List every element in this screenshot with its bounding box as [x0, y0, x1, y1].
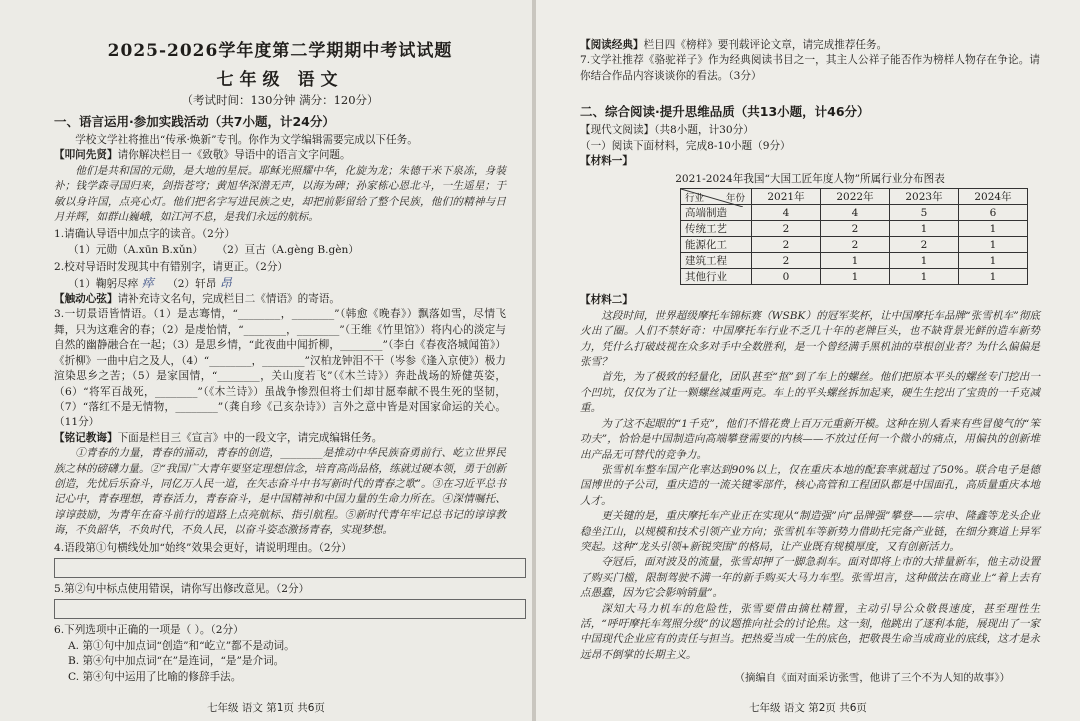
year-header: 2023年 [890, 189, 959, 205]
table-cell: 2 [890, 237, 959, 253]
column-tag-2-text: 请补充诗文名句，完成栏目二《情语》的寄语。 [117, 293, 341, 306]
question-7: 7.文学社推荐《骆驼祥子》作为经典阅读书目之一，其主人公祥子能否作为榜样人物存在争论。请你结合作品内容谈谈你的看法。（3分） [580, 54, 1040, 82]
question-2: 2.校对导语时发现其中有错别字，请更正。（2分） [54, 261, 289, 274]
source-citation: （摘编自《面对面采访张雪，他讲了三个不为人知的故事》） [734, 672, 1010, 685]
question-6-b: B. 第④句中加点词“在”是连词，“是”是介词。 [68, 655, 285, 668]
material-2-para-7: 深知大马力机车的危险性，张雪要借由摘杜精置，主动引导公众敬畏速度，甚至理性生活，“呼吁摩托车驾照分级”的议题推向社会的讨论焦。这一刻，他跳出了逐利本能，展现出了一家中国现代企业应有的责任与担当。把热爱当成一生的底色，把敬畏生命当成商业的底线，这才是永远昂不倒掌的长期主义。 [580, 602, 1040, 661]
subsection-modern-reading: 【现代文阅读】（共8小题，计30分） [580, 124, 754, 137]
table-cell: 4 [821, 205, 890, 221]
question-5: 5.第②句中标点使用错误，请你写出修改意见。（2分） [54, 582, 310, 595]
table-row [681, 237, 1028, 253]
handwritten-answer-2a: 瘁 [141, 275, 154, 290]
table-cell: 1 [959, 253, 1028, 269]
exam-title: 2025-2026学年度第二学期期中考试试题 [107, 41, 453, 61]
section-1-heading: 一、语言运用·参加实践活动（共7小题，计24分） [54, 114, 335, 129]
question-1-b: （2）亘古（A.gèng B.gèn） [216, 243, 359, 256]
material-2-para-5: 更关键的是，重庆摩托车产业正在实现从“制造强”向“品牌强”攀登——宗申、隆鑫等龙头企业稳坐江山，以规模和技术引领产业方向；张雪机车等新势力借助托完备产业链，在细分赛道上异军突起。这种“龙头引领+新锐突围”的格局，让产业既有规模厚度，又有创新活力。 [580, 510, 1040, 553]
question-1: 1.请确认导语中加点字的读音。（2分） [54, 228, 236, 241]
industry-name: 建筑工程 [681, 253, 752, 269]
question-6-c: C. 第④句中运用了比喻的修辞手法。 [68, 670, 242, 683]
material-2-para-4: 张雪机车整车国产化率达到90%以上，仅在重庆本地的配套率就超过了50%。联合电子是德国博世的子公司，重庆造的一流关键零部件，核心高管和工程团队都是中国面孔，高质量重庆本地人才。 [580, 463, 1040, 507]
material-2-para-3: 为了这不起眼的“1千克”，他们不惜花费上百万元重新开模。这种在别人看来有些冒傻气的“笨功夫”，恰恰是中国制造向高端攀登需要的内核——不放过任何一个微小的痛点，用偏执的创新堆出产品无可替代的竞争力。 [580, 417, 1040, 461]
exam-subtitle: 七年级 语文 [216, 70, 344, 90]
industry-name: 传统工艺 [681, 221, 752, 237]
industry-name: 能源化工 [681, 237, 752, 253]
column-tag-1-text: 请你解决栏目一《致敬》导语中的语言文字问题。 [117, 149, 351, 162]
table-cell: 1 [959, 269, 1028, 285]
page-footer-1: 七年级 语文 第1页 共6页 [207, 702, 325, 714]
table-cell: 0 [752, 269, 821, 285]
table-cell: 1 [821, 253, 890, 269]
table-cell: 1 [890, 253, 959, 269]
exam-meta: （考试时间：130分钟 满分：120分） [181, 93, 379, 107]
column-tag-4-text: 栏目四《榜样》要刊载评论文章，请完成推荐任务。 [643, 39, 888, 51]
material-2-para-1: 这段时间，世界超级摩托车锦标赛（WSBK）的冠军奖杯，让中国摩托车品牌“张雪机车”彻底火出了圈。人们不禁好奇：中国摩托车行业不乏几十年的老牌巨头，也不缺背景光鲜的造车新势力，凭什么打破歧视在众多对手中全数胜利，是一个曾经满手黑机油的草根创业者？为什么偏偏是张雪？ [580, 309, 1040, 369]
table-title: 2021-2024年我国“大国工匠年度人物”所属行业分布图表 [675, 173, 945, 186]
corner-year-label: 年份 [725, 193, 745, 205]
column-tag-3: 【铭记教诲】 [54, 431, 118, 444]
table-cell: 2 [752, 253, 821, 269]
table-cell: 1 [890, 221, 959, 237]
table-cell: 6 [959, 205, 1028, 221]
question-2-a: （1）鞠躬尽瘁 [68, 277, 139, 290]
section-intro: 学校文学社将推出“传承·焕新”专刊。你作为文学编辑需要完成以下任务。 [75, 134, 418, 146]
table-cell: 2 [752, 237, 821, 253]
industry-distribution-table [680, 188, 1028, 285]
exam-page-2 [536, 0, 1080, 721]
year-header: 2024年 [959, 189, 1028, 205]
column-tag-4: 【阅读经典】 [580, 39, 644, 51]
table-cell: 5 [890, 205, 959, 221]
handwritten-answer-2b: 昂 [219, 275, 232, 290]
answer-box-4[interactable] [54, 558, 526, 578]
year-header: 2022年 [821, 189, 890, 205]
table-cell: 2 [752, 221, 821, 237]
table-row [681, 221, 1028, 237]
table-corner-cell [681, 189, 752, 205]
passage-3: ①青春的力量，青春的涌动，青春的创造，________是推动中华民族奋勇前行、屹立世界民族之林的磅礴力量。②“我国广大青年要坚定理想信念，培育高尚品格，练就过硬本领，勇于创新创造，先忧后乐奋斗，同亿万人民一道，在矢志奋斗中书写新时代的青春之歌”。③在习近平总书记心中，青春理想，青春活力，青春奋斗，是中国精神和中国力量的生命力所在。④深情嘱托、谆谆鼓励，为青年在奋斗前行的道路上点亮航标、指引航程。⑤新时代青年牢记总书记的谆谆教诲，不负韶华，不负时代，不负人民，以奋斗姿态激扬青春，实现梦想。 [54, 447, 506, 537]
table-cell: 4 [752, 205, 821, 221]
table-cell: 1 [890, 269, 959, 285]
material-2-label: 【材料二】 [580, 294, 633, 307]
question-2-b: （2）轩昂 [167, 277, 217, 290]
table-cell: 1 [959, 221, 1028, 237]
question-3: 3.一切景语皆情语。（1）是志骞情，“________，________”（韩愈《晚春》）飘落如雪，尽情飞舞，只为这难舍的春；（2）是虔怡情，“________，________”（王维《竹里馆》）将内心的淡定与自然的幽静融合在一起；（3）是思乡情，“此夜曲中闻折柳，________”（李白《春夜洛城闻笛》）《折柳》一曲中启之及人，（4）“________，________”汉柏龙钟泪不干（岑参《逢入京使》）极力渲染思乡之苦；（5）是家国情，“________，关山度若飞”（《木兰诗》）奔赴战场的矫健英姿，（6）“将军百战死，________”（《木兰诗》）虽战争惨烈但将士们却甘愿奉献不畏生死的坚韧，（7）“落红不是无情物，________”（龚自珍《己亥杂诗》）言外之意中皆是对国家命运的关心。（11分） [54, 308, 506, 429]
table-cell: 2 [821, 221, 890, 237]
year-header: 2021年 [752, 189, 821, 205]
material-2-para-2: 首先，为了极致的轻量化，团队甚至“抠”到了车上的螺丝。他们把原本平头的螺丝专门挖出一个凹坑，仅仅为了让一颗螺丝减重两克。车上的平头螺丝拆加起来，硬生生挖出了宝贵的一千克减重。 [580, 371, 1040, 415]
industry-name: 其他行业 [681, 269, 752, 285]
table-cell: 1 [821, 269, 890, 285]
question-4: 4.语段第①句横线处加“始终”效果会更好，请说明理由。（2分） [54, 541, 352, 554]
subsection-one: （一）阅读下面材料，完成8-10小题（9分） [580, 139, 791, 152]
table-header-row [681, 189, 1028, 205]
material-2-para-6: 夺冠后，面对波及的流量，张雪却押了一脚急刹车。面对即将上市的大排量新车，他主动设置了购买门槛，限制驾驶不满一年的新手购买大马力车型。张雪坦言，这种做法在商业上“着上去有点愚蠢，因为它会影响销量”。 [580, 556, 1040, 600]
table-row [681, 253, 1028, 269]
question-6: 6.下列选项中正确的一项是（ ）。（2分） [54, 624, 244, 637]
column-tag-2: 【触动心弦】 [54, 293, 118, 306]
material-1-label: 【材料一】 [580, 155, 633, 168]
answer-box-5[interactable] [54, 599, 526, 619]
table-cell: 2 [821, 237, 890, 253]
table-cell: 1 [959, 237, 1028, 253]
passage-1: 他们是共和国的元勋，是大地的星辰。耶稣光照耀中华，化旋为龙；朱德干米下泉冻，身装补；钱学森寻国归来，剑指苍穹；黄旭华深潜无声，以海为碑；孙家栋心恩北斗，一生遥星；于敏以身许国，点亮心灯。他们把名字写进民族之史，却把前影留给了整个民族，他们的精神与日月并辉，如群山巍峨，如江河不息，是我们永远的航标。 [54, 164, 506, 224]
question-1-a: （1）元勋（A.xūn B.xǔn） [68, 243, 204, 256]
table-row [681, 269, 1028, 285]
exam-page-1 [0, 0, 532, 721]
industry-name: 高端制造 [681, 205, 752, 221]
column-tag-3-text: 下面是栏目三《宣言》中的一段文字，请完成编辑任务。 [117, 431, 383, 444]
section-2-heading: 二、综合阅读·提升思维品质（共13小题，计46分） [580, 104, 870, 120]
question-6-a: A. 第①句中加点词“创造”和“屹立”都不是动词。 [68, 639, 295, 652]
page-footer-2: 七年级 语文 第2页 共6页 [749, 702, 867, 714]
corner-industry-label: 行业 [685, 193, 705, 205]
column-tag-1: 【叩问先贤】 [54, 149, 118, 162]
